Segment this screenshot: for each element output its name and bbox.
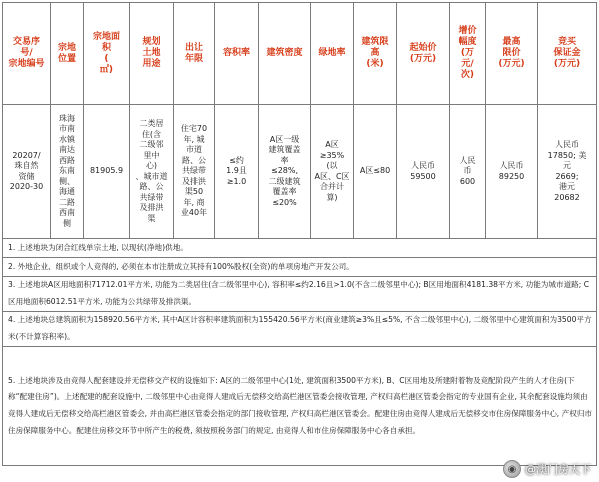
- text-line: 20682: [554, 192, 580, 202]
- text-line: ≥1.0: [226, 176, 247, 186]
- text-line: 高: [370, 48, 380, 58]
- table-row: [3, 105, 597, 239]
- cell-planning-use: [130, 105, 174, 239]
- text-line: (万元): [498, 59, 525, 69]
- note-row-2: [3, 258, 597, 277]
- text-line: 里中: [143, 150, 160, 160]
- text-line: 覆盖率: [272, 187, 297, 197]
- text-line: 住宅70: [180, 124, 208, 134]
- header-transfer-term: [174, 3, 215, 105]
- text-line: (以: [326, 161, 338, 170]
- text-line: 宗地编号: [8, 59, 45, 69]
- text-line: 1.9且: [226, 166, 247, 176]
- text-line: 59500: [410, 171, 436, 181]
- header-density: [259, 3, 311, 105]
- note-row-4: [3, 312, 597, 347]
- text-line: (: [104, 53, 109, 64]
- cell-increment: [450, 105, 486, 239]
- text-line: 容积率: [222, 48, 250, 58]
- text-line: 算): [326, 192, 338, 202]
- text-line: 二类居: [139, 119, 164, 128]
- text-line: 人民币: [555, 140, 579, 149]
- cell-deposit: [538, 105, 597, 239]
- text-line: 路、公: [139, 182, 164, 191]
- text-line: 心): [145, 161, 158, 170]
- text-line: 东南: [59, 166, 75, 176]
- note-3: 3. 上述地块A区用地面积71712.01平方米, 功能为二类居住(含二级邻里中心), 容积率≤约2.16且>1.0(不含二级邻里中心); B区用地面积4181.38平方米, 功能为城市道路; C区用地面积6012.51平方米, 功能为公共绿带及排洪渠。: [3, 277, 597, 312]
- header-location: [51, 3, 84, 105]
- text-line: 币: [463, 166, 472, 176]
- text-line: (万: [460, 48, 475, 58]
- text-line: 交易序: [12, 37, 40, 47]
- header-area: [84, 3, 130, 105]
- text-line: 市道: [186, 145, 202, 155]
- text-line: 元: [563, 161, 571, 170]
- land-auction-table: [2, 2, 597, 466]
- text-line: A区、C区: [314, 171, 350, 181]
- text-line: 宗地: [57, 42, 76, 53]
- text-line: 竞买: [557, 37, 576, 47]
- text-line: 2020-30: [9, 182, 44, 191]
- text-line: 二级建筑: [268, 176, 301, 186]
- header-row: [3, 3, 597, 105]
- text-line: 增价: [458, 26, 477, 36]
- text-line: 年限: [184, 53, 203, 64]
- text-line: 二路: [59, 197, 75, 207]
- header-max-price: [486, 3, 538, 105]
- text-line: 元/: [461, 59, 474, 69]
- text-line: 建筑覆盖: [268, 145, 301, 155]
- text-line: 人民: [459, 155, 476, 165]
- text-line: 土地: [142, 48, 161, 58]
- text-line: 住(含: [141, 129, 162, 139]
- text-line: ㎡): [99, 64, 114, 75]
- note-5: 5. 上述地块涉及由竞得人配套建设并无偿移交产权的设施如下: A区的二级邻里中心(1处, 建筑面积3500平方米), B、C区用地及所建附着物及竞配阶段产生的人才住房(下称“配建住房”)。上述配建的配套设施中, 二级邻里中心由竞得人建成后无偿移交给高栏港区管委会接收管理, 产权归高栏港区管委会指定的专业国有企业, 其余配套设施均须由竞得人建成后无偿移交给高栏港区管委会, 并由高栏港区管委会指定的部门接收管理, 产权归高栏港区管委会。配建住房由竞得人建成后无偿移交市住房保障服务中心, 产权归市住房保障服务中心。配建住房移交环节中所产生的税费, 须按照税务部门的规定, 由竞得人和市住房保障服务中心各自承担。: [3, 347, 597, 466]
- text-line: 保证金: [553, 48, 581, 58]
- header-start-price: [397, 3, 450, 105]
- text-line: 2669;: [555, 171, 579, 181]
- text-line: 西南: [59, 208, 75, 218]
- text-line: 渠: [147, 213, 156, 223]
- cell-density: [259, 105, 311, 239]
- text-line: (米): [366, 59, 384, 69]
- text-line: 号/: [20, 48, 33, 58]
- note-row-3: [3, 277, 597, 312]
- watermark: [503, 460, 591, 478]
- text-line: 及排洪: [182, 176, 206, 186]
- text-line: 年, 商: [183, 197, 205, 207]
- text-line: 89250: [498, 171, 525, 181]
- text-line: A区一级: [269, 134, 300, 144]
- header-far: [215, 3, 259, 105]
- text-line: 、城市道: [135, 171, 168, 181]
- text-line: 绿地率: [318, 48, 346, 58]
- text-line: 幅度: [458, 37, 477, 47]
- cell-height: A区≤80: [354, 105, 397, 239]
- note-row-5: [3, 347, 597, 466]
- text-line: ≤约: [229, 155, 244, 165]
- text-line: 路、公: [182, 155, 206, 165]
- cell-serial: [3, 105, 51, 239]
- cell-max-price: [486, 105, 538, 239]
- text-line: 侧: [63, 218, 71, 228]
- header-increment: [450, 3, 486, 105]
- cell-far: [215, 105, 259, 239]
- text-line: 人民币: [410, 161, 435, 170]
- text-line: 次): [460, 70, 475, 80]
- text-line: 17850; 美: [547, 150, 587, 160]
- note-2: 2. 外地企业、组织或个人竞得的, 必须在本市注册成立其持有100%股权(全资)的单项房地产开发公司。: [3, 258, 597, 277]
- watermark-text: @澳门房天下: [525, 463, 591, 476]
- text-line: ≤20%: [272, 197, 297, 207]
- text-line: 及排洪: [139, 203, 164, 212]
- text-line: 业40年: [180, 208, 208, 218]
- text-line: 渠50: [184, 187, 204, 197]
- text-line: 共绿带: [139, 192, 164, 202]
- text-line: 600: [459, 176, 476, 186]
- text-line: 水镇: [59, 134, 75, 144]
- text-line: 年, 城: [183, 134, 205, 144]
- cell-location: [51, 105, 84, 239]
- header-deposit: [538, 3, 597, 105]
- text-line: 侧、: [59, 176, 75, 186]
- text-line: 位置: [57, 53, 76, 64]
- cell-start-price: [397, 105, 450, 239]
- coin-icon: ◉: [503, 460, 521, 478]
- text-line: 珠海: [59, 113, 75, 123]
- text-line: 限价: [502, 48, 521, 58]
- text-line: 珠自然: [14, 161, 39, 170]
- cell-green: [311, 105, 354, 239]
- text-line: ≥35%: [319, 150, 345, 160]
- header-serial: [3, 3, 51, 105]
- text-line: 建筑限: [361, 37, 389, 47]
- cell-transfer-term: [174, 105, 215, 239]
- text-line: (万元): [553, 59, 581, 69]
- text-line: 市南: [59, 124, 75, 134]
- text-line: 用途: [142, 59, 161, 69]
- text-line: 南达: [59, 145, 75, 155]
- text-line: 率: [280, 155, 289, 165]
- text-line: 合并计: [320, 182, 344, 191]
- text-line: 规划: [142, 37, 161, 47]
- note-row-1: [3, 239, 597, 258]
- text-line: 最高: [502, 37, 521, 47]
- note-4: 4. 上述地块总建筑面积为158920.56平方米, 其中A区计容积率建筑面积为155420.56平方米(商业建筑≥3%且≤5%, 不含二级邻里中心), 二级邻里中心建筑面积为3500平方米(不计算容积率)。: [3, 312, 597, 347]
- text-line: 资储: [18, 171, 35, 181]
- cell-area: 81905.9: [84, 105, 130, 239]
- text-line: 起始价: [409, 42, 437, 53]
- text-line: (万元): [409, 53, 437, 64]
- header-planning-use: [130, 3, 174, 105]
- text-line: 西路: [59, 155, 75, 165]
- text-line: ≤28%,: [270, 166, 299, 176]
- text-line: 港元: [559, 182, 575, 191]
- text-line: 积: [101, 42, 111, 53]
- text-line: 建筑密度: [266, 48, 303, 58]
- text-line: 海通: [59, 187, 75, 197]
- text-line: 出让: [184, 42, 203, 53]
- note-1: 1. 上述地块为闭合红线单宗土地, 以现状(净地)供地。: [3, 239, 597, 258]
- text-line: 宗地面: [92, 31, 120, 42]
- text-line: 共绿带: [182, 166, 206, 176]
- text-line: 人民币: [499, 161, 524, 170]
- text-line: 20207/: [12, 150, 41, 160]
- header-green: [311, 3, 354, 105]
- text-line: 二级邻: [139, 140, 164, 149]
- text-line: A区: [325, 140, 339, 149]
- header-height: [354, 3, 397, 105]
